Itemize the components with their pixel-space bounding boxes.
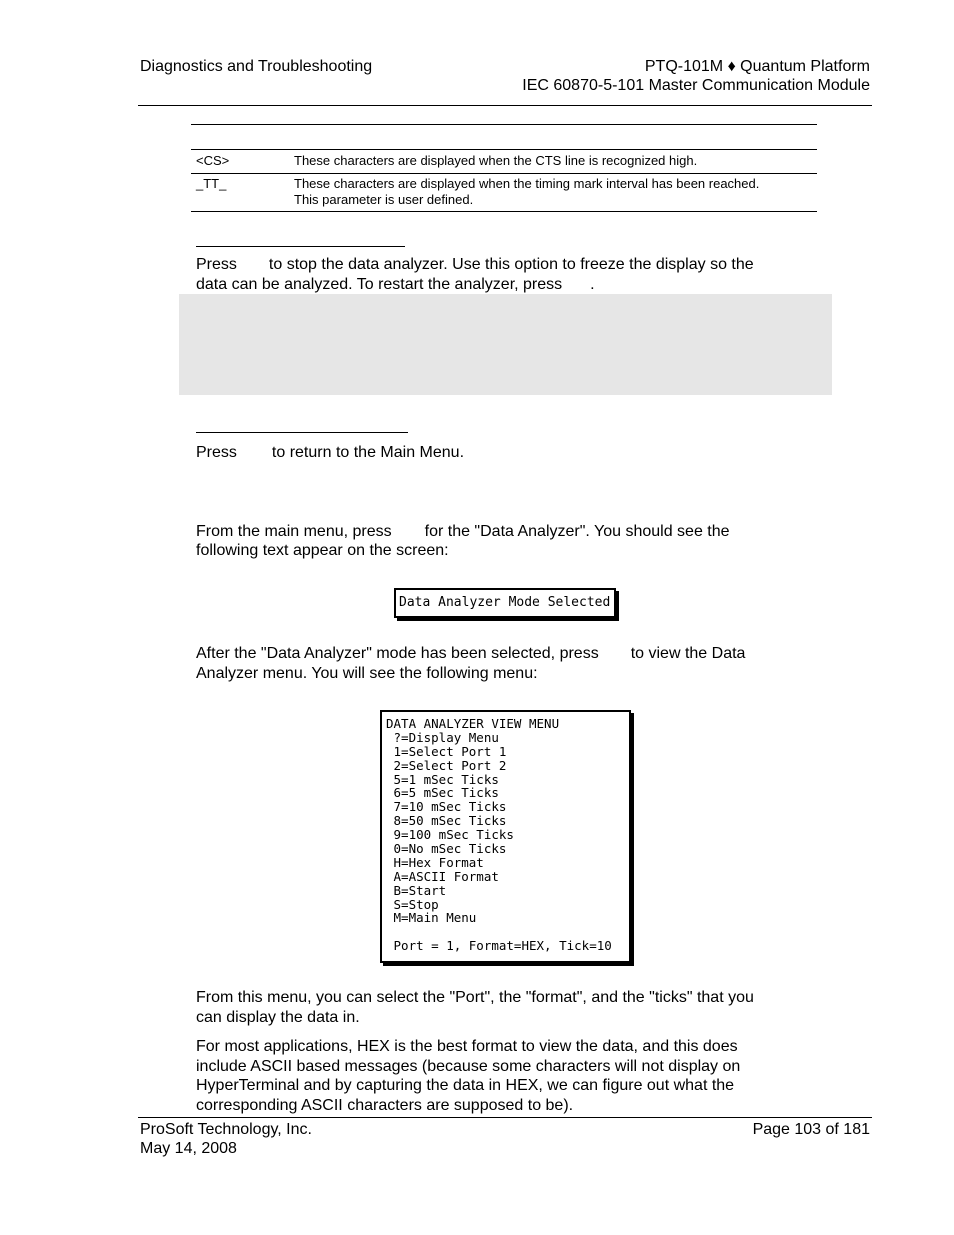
menu-blank-line <box>386 925 612 939</box>
menu-item: 7=10 mSec Ticks <box>386 799 507 815</box>
code-table <box>191 124 817 212</box>
table-cell-code: <CS> <box>196 153 230 168</box>
menu-item: 8=50 mSec Ticks <box>386 813 507 829</box>
menu-item: S=Stop <box>386 896 439 912</box>
menu-item: ?=Display Menu <box>386 729 499 745</box>
table-top-rule <box>191 124 817 125</box>
analyzer-paragraph-line1: From the main menu, press for the "Data Analyzer". You should see the <box>196 523 730 540</box>
footer-rule <box>138 1117 872 1118</box>
header-product-name: PTQ-101M ♦ Quantum Platform <box>644 58 870 75</box>
menu-item: M=Main Menu <box>386 910 477 926</box>
menu-item: 9=100 mSec Ticks <box>386 827 514 843</box>
table-cell-description: These characters are displayed when the CTS line is recognized high. <box>294 153 698 168</box>
menu-item: 5=1 mSec Ticks <box>386 771 499 787</box>
mode-selected-screen <box>394 588 616 618</box>
footer-company: ProSoft Technology, Inc. <box>140 1121 312 1138</box>
footer-date: May 14, 2008 <box>140 1140 237 1157</box>
table-row <box>191 150 817 173</box>
mode-selected-text: Data Analyzer Mode Selected <box>399 595 611 610</box>
table-cell-description-cont: This parameter is user defined. <box>294 192 474 207</box>
closing-paragraph1-line2: can display the data in. <box>196 1009 360 1026</box>
analyzer-paragraph-line2: following text appear on the screen: <box>196 542 449 559</box>
closing-paragraph1-line1: From this menu, you can select the "Port", the "format", and the "ticks" that you <box>196 989 754 1006</box>
table-bottom-rule <box>191 211 817 212</box>
menu-item: 1=Select Port 1 <box>386 743 507 759</box>
menu-title: DATA ANALYZER VIEW MENU <box>386 716 560 731</box>
closing-paragraph2-line3: HyperTerminal and by capturing the data in HEX, we can figure out what the <box>196 1077 735 1094</box>
analyzer-menu-screen <box>380 710 631 963</box>
menu-item: 0=No mSec Ticks <box>386 841 507 857</box>
header-product-subtitle: IEC 60870-5-101 Master Communication Module <box>522 77 870 94</box>
closing-paragraph2-line2: include ASCII based messages (because some characters will not display on <box>196 1058 741 1075</box>
stop-paragraph-line1: Press to stop the data analyzer. Use this option to freeze the display so the <box>196 256 754 273</box>
closing-paragraph2-line1: For most applications, HEX is the best format to view the data, and this does <box>196 1038 738 1055</box>
analyzer-paragraph-line3: After the "Data Analyzer" mode has been selected, press to view the Data <box>196 645 746 662</box>
menu-item: H=Hex Format <box>386 854 484 870</box>
menu-item: 2=Select Port 2 <box>386 757 507 773</box>
menu-status-line: Port = 1, Format=HEX, Tick=10 <box>386 938 612 954</box>
note-box <box>179 294 832 395</box>
menu-item: A=ASCII Format <box>386 868 499 884</box>
table-cell-code: _TT_ <box>196 176 227 191</box>
header-section-title: Diagnostics and Troubleshooting <box>140 58 373 75</box>
header-rule <box>138 105 872 106</box>
table-row <box>191 174 817 211</box>
menu-item: B=Start <box>386 882 447 898</box>
menu-item: 6=5 mSec Ticks <box>386 785 499 801</box>
closing-paragraph2-line4: corresponding ASCII characters are supposed to be). <box>196 1097 574 1114</box>
subheading-rule-main <box>196 432 408 433</box>
footer-page-number: Page 103 of 181 <box>752 1121 870 1138</box>
stop-paragraph-line2: data can be analyzed. To restart the analyzer, press . <box>196 276 595 293</box>
table-cell-description: These characters are displayed when the timing mark interval has been reached. <box>294 176 760 191</box>
analyzer-paragraph-line4: Analyzer menu. You will see the following menu: <box>196 665 538 682</box>
main-menu-paragraph: Press to return to the Main Menu. <box>196 444 465 461</box>
subheading-rule-stop <box>196 246 405 247</box>
